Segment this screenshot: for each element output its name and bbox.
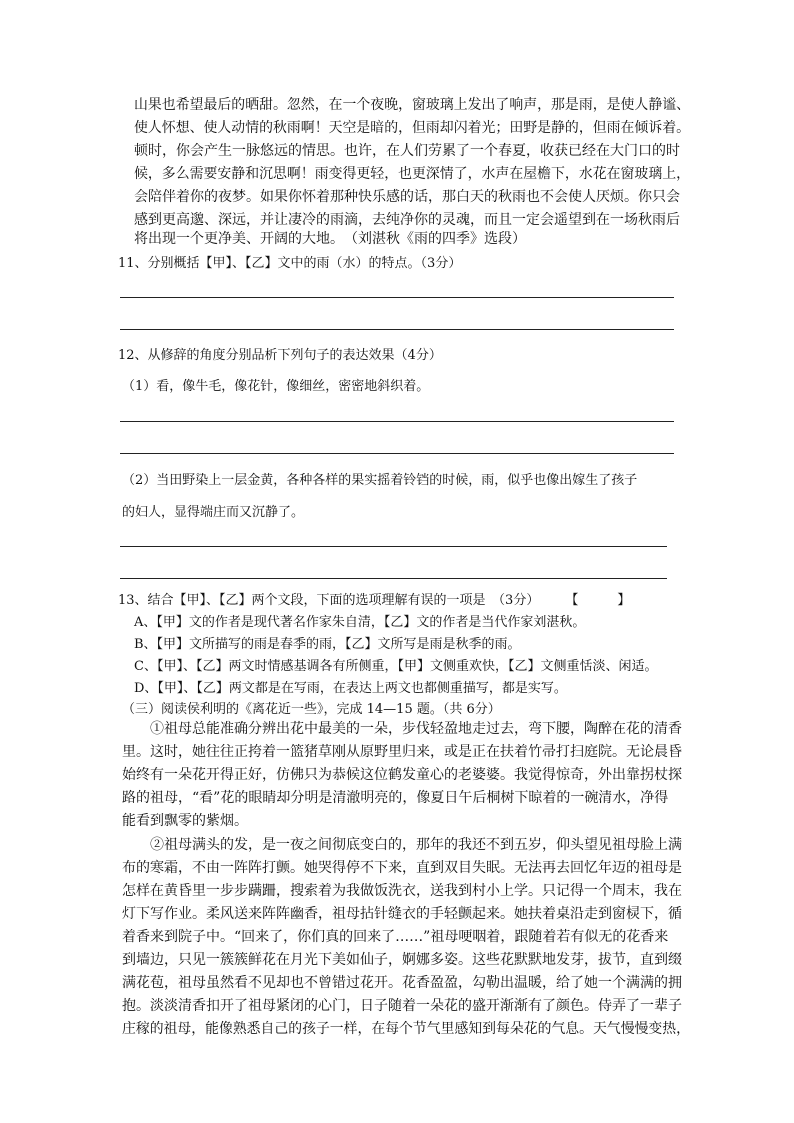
passage-li-p1-line-4: 路的祖母，“看”花的眼睛却分明是清澈明亮的，像夏日午后桐树下晾着的一碗清水，净得 [122, 790, 669, 806]
passage-li-p1-line-1: ①祖母总能准确分辨出花中最美的一朵，步伐轻盈地走过去，弯下腰，陶醉在花的清香 [122, 721, 682, 737]
passage-li-p2-line-1: ②祖母满头的发，是一夜之间彻底变白的，那年的我还不到五岁，仰头望见祖母脸上满 [122, 837, 682, 853]
question-11: 11、分别概括【甲】、【乙】文中的雨（水）的特点。（3分） [118, 256, 462, 271]
question-13-option-d[interactable]: D、【甲】、【乙】两文都是在写雨，在表达上两文也都侧重描写，都是实写。 [134, 681, 567, 696]
passage-li-p1-line-2: 里。这时，她往往正挎着一篮猪草刚从原野里归来，或是正在扶着竹帚打扫庭院。无论晨昏 [122, 744, 682, 760]
passage-li-p2-line-8: 抱。淡淡清香扣开了祖母紧闭的心门，日子随着一朵花的盛开渐渐有了颜色。侍弄了一辈子 [122, 998, 682, 1014]
passage-li-p2-line-9: 庄稼的祖母，能像熟悉自己的孩子一样，在每个节气里感知到每朵花的气息。天气慢慢变热， [122, 1021, 690, 1037]
passage-li-p2-line-2: 布的寒霜，不由一阵阵打颤。她哭得停不下来，直到双目失眠。无法再去回忆年迈的祖母是 [122, 860, 682, 876]
question-13-option-a[interactable]: A、【甲】文的作者是现代著名作家朱自清，【乙】文的作者是当代作家刘湛秋。 [134, 615, 586, 630]
passage-li-p1-line-3: 始终有一朵花开得正好，仿佛只为恭候这位鹤发童心的老婆婆。我觉得惊奇，外出靠拐杖探 [122, 767, 682, 783]
passage-yi-line-6: 感到更高邈、深远，并让凄冷的雨滴，去纯净你的灵魂，而且一定会遥望到在一场秋雨后 [134, 212, 680, 228]
answer-line-12-1a[interactable] [120, 421, 674, 422]
passage-li-p2-line-7: 满花苞，祖母虽然看不见却也不曾错过花开。花香盈盈，勾勒出温暖，给了她一个满满的拥 [122, 975, 682, 991]
passage-yi-line-7: 将出现一个更净美、开阔的大地。 （刘湛秋《雨的四季》选段） [134, 231, 526, 247]
passage-yi-line-5: 会陪伴着你的夜梦。如果你怀着那种快乐感的话，那白天的秋雨也不会使人厌烦。你只会 [134, 189, 680, 205]
question-13-option-c[interactable]: C、【甲】、【乙】两文时情感基调各有所侧重，【甲】文侧重欢快，【乙】文侧重恬淡、闲适。 [134, 659, 658, 674]
answer-line-11-2[interactable] [120, 329, 674, 330]
passage-yi-line-3: 顿时，你会产生一脉悠远的情思。也许，在人们劳累了一个春夏，收获已经在大门口的时 [134, 143, 680, 159]
passage-li-p2-line-4: 灯下写作业。柔风送来阵阵幽香，祖母拈针缝衣的手轻颤起来。她扶着桌沿走到窗棂下，循 [122, 906, 682, 922]
question-12-sub-1: （1）看，像牛毛，像花针，像细丝，密密地斜织着。 [122, 379, 430, 394]
passage-yi-line-2: 使人怀想、使人动情的秋雨啊！天空是暗的，但雨却闪着光；田野是静的，但雨在倾诉着。 [134, 120, 691, 136]
passage-yi-line-1: 山果也希望最后的晒甜。忽然，在一个夜晚，窗玻璃上发出了响声，那是雨，是使人静谧、 [134, 97, 691, 113]
question-12-sub-2-line-2: 的妇人，显得端庄而又沉静了。 [122, 505, 305, 520]
question-12: 12、从修辞的角度分别品析下列句子的表达效果（4分） [118, 348, 442, 363]
question-13-option-b[interactable]: B、【甲】文所描写的雨是春季的雨，【乙】文所写是雨是秋季的雨。 [134, 637, 521, 652]
question-12-sub-2-line-1: （2）当田野染上一层金黄，各种各样的果实摇着铃铛的时候，雨，似乎也像出嫁生了孩子 [122, 473, 638, 488]
answer-line-12-2b[interactable] [120, 578, 667, 579]
passage-li-p1-line-5: 能看到飘零的紫烟。 [122, 813, 248, 829]
section-3-heading: （三）阅读侯利明的《离花近一些》，完成 14—15 题。（共 6分） [122, 702, 501, 717]
passage-yi-line-4: 候，多么需要安静和沉思啊！雨变得更轻，也更深情了，水声在屋檐下，水花在窗玻璃上， [134, 166, 691, 182]
answer-line-12-2a[interactable] [120, 546, 667, 547]
answer-line-12-1b[interactable] [120, 453, 674, 454]
question-13: 13、结合【甲】、【乙】两个文段，下面的选项理解有误的一项是 （3分） 【 】 [118, 593, 631, 608]
passage-li-p2-line-6: 到墙边，只见一簇簇鲜花在月光下美如仙子，婀娜多姿。这些花默默地发芽，拔节，直到缀 [122, 952, 682, 968]
passage-li-p2-line-5: 着香来到院子中。“回来了，你们真的回来了……”祖母哽咽着，跟随着若有似无的花香来 [122, 929, 669, 945]
answer-line-11-1[interactable] [120, 297, 674, 298]
passage-li-p2-line-3: 怎样在黄昏里一步步蹒跚，搜索着为我做饭洗衣，送我到村小上学。只记得一个周末，我在 [122, 883, 682, 899]
